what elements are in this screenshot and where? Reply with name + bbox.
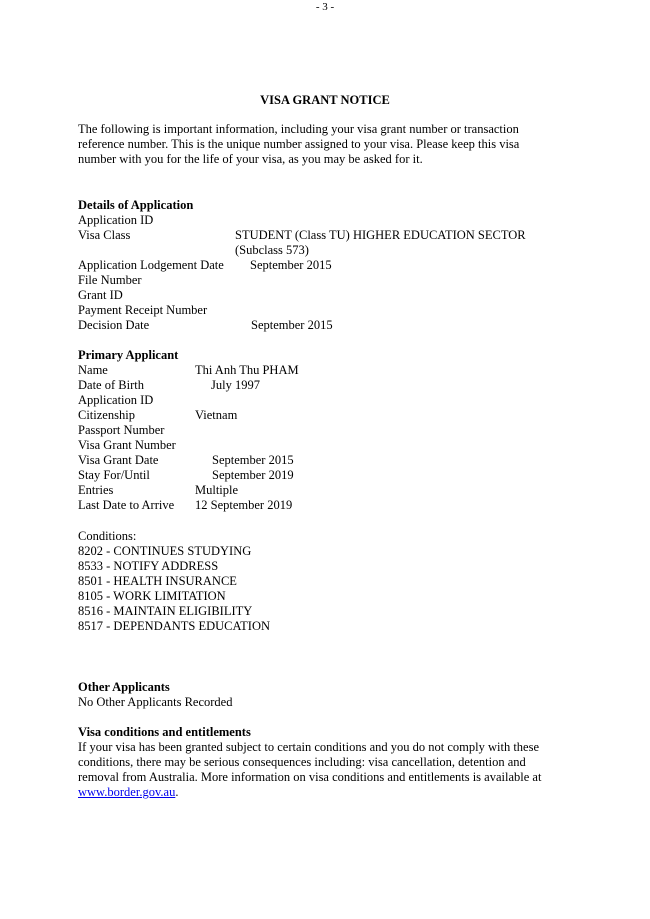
entitlements-text: If your visa has been granted subject to certain conditions and you do not comply with these conditions, there may be serious consequences including: visa cancellation, detention and removal from Australia. More information on visa conditions and entitlements is available at — [78, 740, 542, 784]
name-value: Thi Anh Thu PHAM — [195, 363, 299, 377]
condition-item: 8501 - HEALTH INSURANCE — [78, 574, 237, 588]
applicant-app-id-row — [78, 393, 578, 408]
grant-id-row — [78, 288, 578, 303]
lodgement-date-value: September 2015 — [250, 258, 332, 272]
other-applicants-section — [78, 680, 578, 710]
other-applicants-text: No Other Applicants Recorded — [78, 695, 233, 709]
primary-applicant-heading: Primary Applicant — [78, 348, 179, 362]
dob-row — [78, 378, 578, 393]
entries-row — [78, 483, 578, 498]
arrive-value: 12 September 2019 — [195, 498, 293, 512]
passport-label: Passport Number — [78, 423, 165, 437]
lodgement-date-row — [78, 258, 578, 273]
name-label: Name — [78, 363, 108, 377]
dob-value: July 1997 — [211, 378, 260, 392]
stay-value: September 2019 — [212, 468, 294, 482]
other-applicants-heading: Other Applicants — [78, 680, 170, 694]
visa-class-value: STUDENT (Class TU) HIGHER EDUCATION SECTOR — [235, 228, 526, 242]
entitlements-paragraph — [78, 740, 568, 800]
citizenship-row — [78, 408, 578, 423]
receipt-number-row — [78, 303, 578, 318]
applicant-app-id-label: Application ID — [78, 393, 154, 407]
condition-item: 8105 - WORK LIMITATION — [78, 589, 226, 603]
primary-applicant-section — [78, 348, 578, 513]
entries-value: Multiple — [195, 483, 239, 497]
entitlements-section — [78, 725, 578, 800]
name-row — [78, 363, 578, 378]
application-id-label: Application ID — [78, 213, 154, 227]
arrive-label: Last Date to Arrive — [78, 498, 175, 512]
visa-class-label: Visa Class — [78, 228, 131, 242]
page-number: - 3 - — [315, 1, 335, 13]
grant-date-row — [78, 453, 578, 468]
application-details-section — [78, 198, 578, 333]
grant-date-label: Visa Grant Date — [78, 453, 159, 467]
decision-date-value: September 2015 — [251, 318, 333, 332]
arrive-row — [78, 498, 578, 513]
decision-date-label: Decision Date — [78, 318, 150, 332]
entitlements-period: . — [175, 785, 179, 799]
decision-date-row — [78, 318, 578, 333]
lodgement-date-label: Application Lodgement Date — [78, 258, 224, 272]
citizenship-label: Citizenship — [78, 408, 135, 422]
grant-number-label: Visa Grant Number — [78, 438, 176, 452]
application-details-heading: Details of Application — [78, 198, 194, 212]
condition-item: 8202 - CONTINUES STUDYING — [78, 544, 252, 558]
grant-number-row — [78, 438, 578, 453]
document-title: VISA GRANT NOTICE — [260, 93, 390, 107]
stay-row — [78, 468, 578, 483]
file-number-row — [78, 273, 578, 288]
grant-id-label: Grant ID — [78, 288, 123, 302]
application-id-row — [78, 213, 578, 228]
citizenship-value: Vietnam — [195, 408, 238, 422]
passport-row — [78, 423, 578, 438]
entitlements-heading: Visa conditions and entitlements — [78, 725, 251, 739]
file-number-label: File Number — [78, 273, 142, 287]
condition-item: 8533 - NOTIFY ADDRESS — [78, 559, 219, 573]
conditions-section — [78, 529, 578, 634]
receipt-number-label: Payment Receipt Number — [78, 303, 208, 317]
condition-item: 8517 - DEPENDANTS EDUCATION — [78, 619, 271, 633]
stay-label: Stay For/Until — [78, 468, 150, 482]
visa-class-row — [78, 228, 578, 258]
conditions-heading: Conditions: — [78, 529, 137, 543]
border-website-link[interactable]: www.border.gov.au — [78, 785, 176, 799]
visa-subclass: (Subclass 573) — [235, 243, 309, 257]
condition-item: 8516 - MAINTAIN ELIGIBILITY — [78, 604, 253, 618]
dob-label: Date of Birth — [78, 378, 144, 392]
grant-date-value: September 2015 — [212, 453, 294, 467]
intro-paragraph: The following is important information, including your visa grant number or transaction reference number. This is the unique number assigned to your visa. Please keep this visa number with you for the life of your visa, as you may be asked for it. — [78, 122, 520, 166]
entries-label: Entries — [78, 483, 114, 497]
